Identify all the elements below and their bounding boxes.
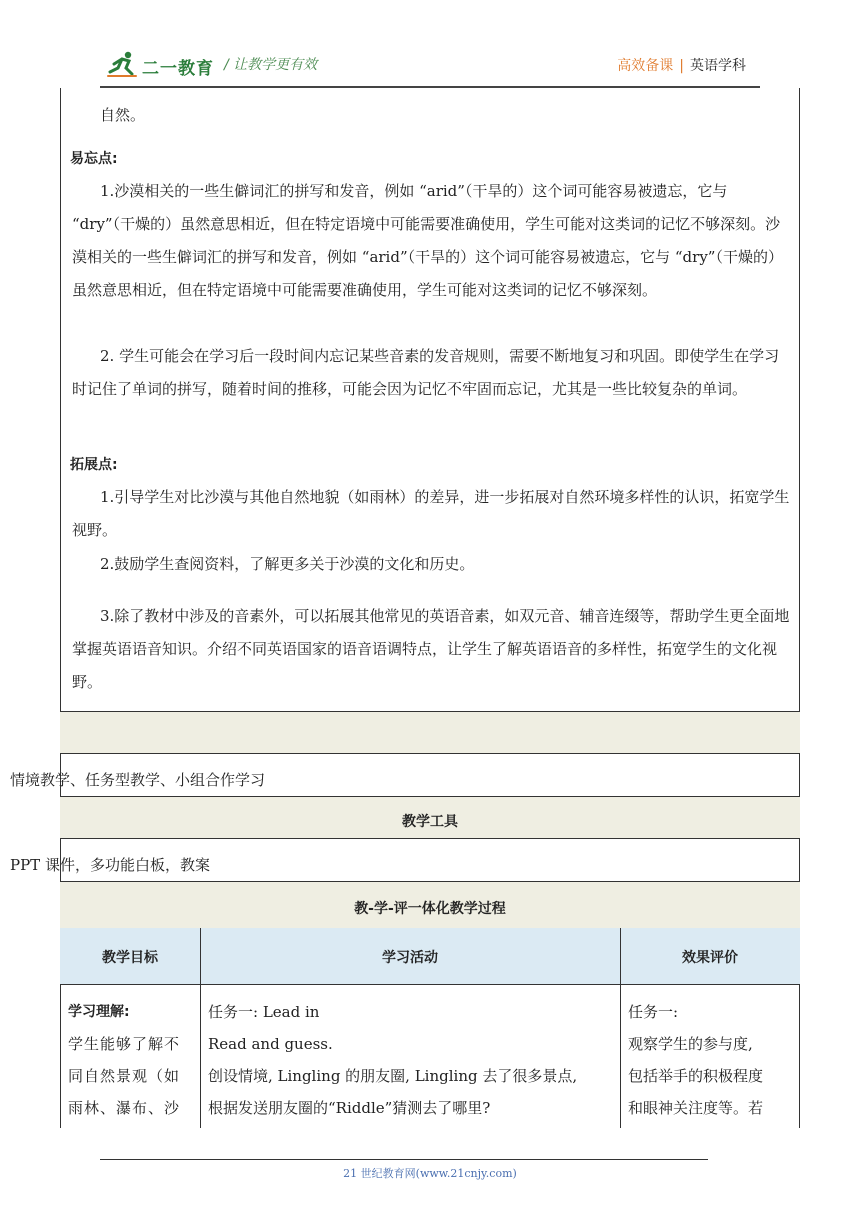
forget-point-2: 2. 学生可能会在学习后一段时间内忘记某些音素的发音规则，需要不断地复习和巩固。即使学生在学习时记住了单词的拼写，随着时间的推移，可能会因为记忆不牢固而忘记，尤其是一些比较复杂的单词。 [72, 347, 780, 398]
tag-efficient-prep: 高效备课 [617, 58, 674, 74]
goal-text: 学生能够了解不同自然景观（如雨林、瀑布、沙 [68, 1035, 181, 1117]
logo [106, 50, 216, 78]
extend-point-1: 1.引导学生对比沙漠与其他自然地貌（如雨林）的差异，进一步拓展对自然环境多样性的认识，拓宽学生视野。 [72, 488, 790, 539]
column-divider [200, 928, 201, 1128]
slogan: / 让教学更有效 [224, 57, 318, 73]
evaluation-line: 和眼神关注度等。若 [628, 1099, 764, 1117]
row-divider [60, 838, 800, 839]
evaluation-line: 观察学生的参与度, [628, 1035, 753, 1053]
tools-title: 教学工具 [402, 814, 458, 830]
page-header [100, 44, 760, 88]
activity-cell [208, 996, 616, 1124]
activity-line: 创设情境, Lingling 的朋友圈, Lingling 去了很多景点, [208, 1067, 578, 1085]
footer-source: 21 世纪教育网(www.21cnjy.com) [343, 1167, 517, 1180]
activity-line: Read and guess. [208, 1035, 333, 1053]
extend-point-3: 3.除了教材中涉及的音素外，可以拓展其他常见的英语音素，如双元音、辅音连缀等，帮助学生更全面地掌握英语语音知识。介绍不同英语国家的语音语调特点，让学生了解英语语音的多样性，拓宽学生的文化视野。 [72, 607, 790, 691]
methods-header-band [60, 712, 800, 753]
runner-logo-icon [106, 50, 140, 78]
row-divider [60, 753, 800, 754]
header-tags [617, 55, 746, 75]
goal-label: 学习理解: [68, 1004, 130, 1020]
col-evaluation-header: 效果评价 [682, 950, 738, 966]
footer-divider [100, 1159, 708, 1160]
evaluation-cell [628, 996, 796, 1124]
activity-line: 任务一: Lead in [208, 1003, 320, 1021]
extend-point-2: 2.鼓励学生查阅资料，了解更多关于沙漠的文化和历史。 [100, 555, 475, 573]
evaluation-line: 任务一: [628, 1003, 679, 1021]
teaching-methods-text: 情境教学、任务型教学、小组合作学习 [10, 771, 266, 789]
forget-point-1: 1.沙漠相关的一些生僻词汇的拼写和发音，例如 “arid”（干旱的）这个词可能容易被遗忘，它与 “dry”（干燥的）虽然意思相近，但在特定语境中可能需要准确使用，学生可能对这类词的记忆不够深刻。沙漠相关的一些生僻词汇的拼写和发音，例如 “arid”（干旱的）这个词可能容易被遗忘，它与 “dry”（干燥的）虽然意思相近，但在特定语境中可能需要准确使用，学生可能对这类词的记忆不够深刻。 [72, 182, 783, 299]
tag-separator: | [679, 58, 684, 74]
col-activity-header: 学习活动 [382, 950, 438, 966]
extend-points-label: 拓展点: [70, 457, 118, 473]
activity-line: 根据发送朋友圈的“Riddle”猜测去了哪里? [208, 1099, 491, 1117]
evaluation-line: 包括举手的积极程度 [628, 1067, 764, 1085]
col-goal-header: 教学目标 [102, 950, 158, 966]
column-divider [620, 928, 621, 1128]
process-title: 教-学-评一体化教学过程 [354, 901, 506, 917]
tag-subject: 英语学科 [690, 58, 746, 74]
row-divider [60, 984, 800, 985]
logo-text: 二一教育 [142, 59, 214, 79]
continued-text: 自然。 [100, 106, 146, 124]
goal-cell [68, 996, 194, 1124]
teaching-tools-text: PPT 课件，多功能白板，教案 [10, 856, 210, 874]
forget-points-label: 易忘点: [70, 151, 118, 167]
